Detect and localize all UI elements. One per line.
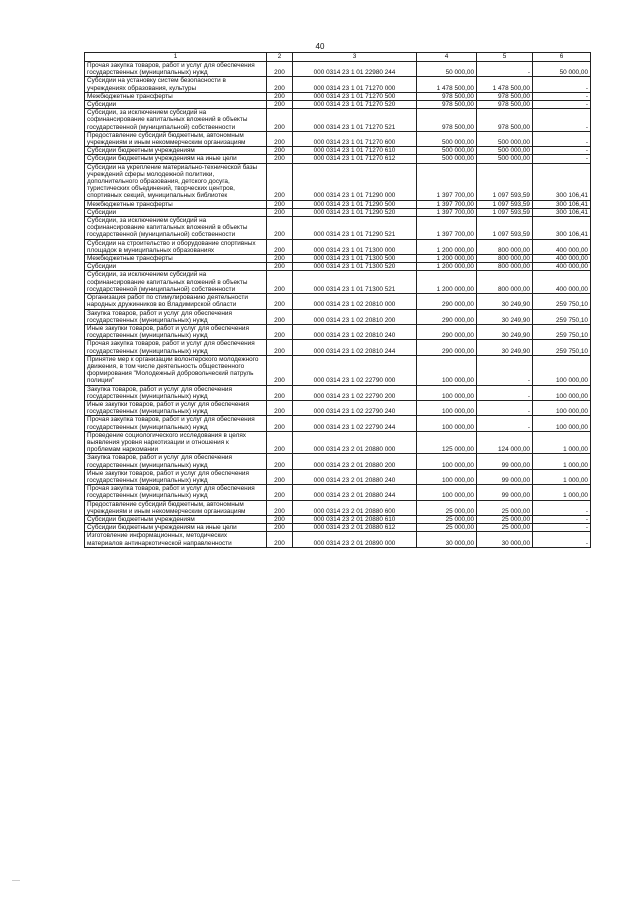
row-approved-amount-cell: 978 500,00	[417, 101, 477, 109]
row-budget-code-cell: 000 0314 23 1 01 71270 600	[293, 131, 417, 146]
row-budget-code-cell: 000 0314 23 1 02 20810 240	[293, 324, 417, 339]
row-approved-amount-cell: 100 000,00	[417, 469, 477, 484]
row-approved-amount-cell: 290 000,00	[417, 324, 477, 339]
row-name-cell: Прочая закупка товаров, работ и услуг для обеспечения государственных (муниципальных) нужд	[85, 485, 267, 500]
row-unexecuted-amount-cell: 1 000,00	[533, 469, 591, 484]
table-row	[85, 532, 591, 547]
row-approved-amount-cell: 290 000,00	[417, 294, 477, 309]
table-row	[85, 131, 591, 146]
row-name-cell: Иные закупки товаров, работ и услуг для обеспечения государственных (муниципальных) нужд	[85, 324, 267, 339]
row-unexecuted-amount-cell: -	[533, 77, 591, 92]
row-approved-amount-cell: 50 000,00	[417, 62, 477, 77]
row-admin-code-cell: 200	[267, 400, 293, 415]
row-executed-amount-cell: 1 097 593,59	[477, 163, 533, 200]
row-admin-code-cell: 200	[267, 454, 293, 469]
row-name-cell: Закупка товаров, работ и услуг для обеспечения государственных (муниципальных) нужд	[85, 454, 267, 469]
row-unexecuted-amount-cell: 259 750,10	[533, 340, 591, 355]
row-unexecuted-amount-cell: 100 000,00	[533, 355, 591, 385]
table-row	[85, 431, 591, 454]
row-admin-code-cell: 200	[267, 263, 293, 271]
row-approved-amount-cell: 978 500,00	[417, 109, 477, 132]
row-name-cell: Предоставление субсидий бюджетным, автономным учреждениям и иным некоммерческим организациям	[85, 500, 267, 515]
row-executed-amount-cell: 124 000,00	[477, 431, 533, 454]
row-admin-code-cell: 200	[267, 294, 293, 309]
row-unexecuted-amount-cell: 400 000,00	[533, 239, 591, 254]
row-approved-amount-cell: 25 000,00	[417, 515, 477, 523]
row-unexecuted-amount-cell: 259 750,10	[533, 324, 591, 339]
row-approved-amount-cell: 290 000,00	[417, 340, 477, 355]
row-name-cell: Иные закупки товаров, работ и услуг для обеспечения государственных (муниципальных) нужд	[85, 400, 267, 415]
row-admin-code-cell: 200	[267, 217, 293, 240]
row-executed-amount-cell: 1 097 593,59	[477, 217, 533, 240]
row-name-cell: Субсидии бюджетным учреждениям	[85, 515, 267, 523]
row-executed-amount-cell: 800 000,00	[477, 263, 533, 271]
row-executed-amount-cell: 25 000,00	[477, 500, 533, 515]
row-admin-code-cell: 200	[267, 271, 293, 294]
row-admin-code-cell: 200	[267, 340, 293, 355]
table-row	[85, 255, 591, 263]
row-budget-code-cell: 000 0314 23 2 01 20880 610	[293, 515, 417, 523]
row-executed-amount-cell: 25 000,00	[477, 524, 533, 532]
row-approved-amount-cell: 1 200 000,00	[417, 255, 477, 263]
table-row	[85, 77, 591, 92]
row-approved-amount-cell: 1 200 000,00	[417, 271, 477, 294]
table-header-row	[85, 53, 591, 62]
table-row	[85, 515, 591, 523]
row-budget-code-cell: 000 0314 23 1 02 20810 000	[293, 294, 417, 309]
row-approved-amount-cell: 30 000,00	[417, 532, 477, 547]
row-admin-code-cell: 200	[267, 485, 293, 500]
row-unexecuted-amount-cell: 400 000,00	[533, 263, 591, 271]
row-executed-amount-cell: 99 000,00	[477, 469, 533, 484]
row-unexecuted-amount-cell: 400 000,00	[533, 255, 591, 263]
row-name-cell: Субсидии	[85, 263, 267, 271]
row-unexecuted-amount-cell: -	[533, 524, 591, 532]
scan-margin-mark	[12, 880, 20, 881]
row-admin-code-cell: 200	[267, 385, 293, 400]
row-executed-amount-cell: 25 000,00	[477, 515, 533, 523]
row-name-cell: Субсидии	[85, 208, 267, 216]
row-approved-amount-cell: 500 000,00	[417, 155, 477, 163]
row-unexecuted-amount-cell: 1 000,00	[533, 431, 591, 454]
row-executed-amount-cell: 500 000,00	[477, 131, 533, 146]
row-name-cell: Предоставление субсидий бюджетным, автономным учреждениям и иным некоммерческим организациям	[85, 131, 267, 146]
row-admin-code-cell: 200	[267, 469, 293, 484]
row-unexecuted-amount-cell: 100 000,00	[533, 416, 591, 431]
row-unexecuted-amount-cell: 300 106,41	[533, 208, 591, 216]
row-name-cell: Субсидии на строительство и оборудование спортивных площадок в муниципальных образованиях	[85, 239, 267, 254]
row-budget-code-cell: 000 0314 23 1 01 71290 000	[293, 163, 417, 200]
table-row	[85, 500, 591, 515]
row-budget-code-cell: 000 0314 23 2 01 20880 200	[293, 454, 417, 469]
table-row	[85, 92, 591, 100]
row-approved-amount-cell: 100 000,00	[417, 454, 477, 469]
row-approved-amount-cell: 100 000,00	[417, 416, 477, 431]
row-executed-amount-cell: 500 000,00	[477, 155, 533, 163]
table-row	[85, 324, 591, 339]
row-executed-amount-cell: 99 000,00	[477, 454, 533, 469]
row-budget-code-cell: 000 0314 23 1 02 22790 200	[293, 385, 417, 400]
row-admin-code-cell: 200	[267, 309, 293, 324]
row-budget-code-cell: 000 0314 23 1 01 71270 610	[293, 147, 417, 155]
row-executed-amount-cell: 800 000,00	[477, 271, 533, 294]
row-name-cell: Субсидии бюджетным учреждениям на иные цели	[85, 524, 267, 532]
row-admin-code-cell: 200	[267, 431, 293, 454]
row-budget-code-cell: 000 0314 23 1 01 71300 000	[293, 239, 417, 254]
row-executed-amount-cell: -	[477, 62, 533, 77]
row-executed-amount-cell: -	[477, 416, 533, 431]
row-executed-amount-cell: 99 000,00	[477, 485, 533, 500]
row-budget-code-cell: 000 0314 23 2 01 20880 240	[293, 469, 417, 484]
row-approved-amount-cell: 1 200 000,00	[417, 263, 477, 271]
row-name-cell: Закупка товаров, работ и услуг для обеспечения государственных (муниципальных) нужд	[85, 385, 267, 400]
row-approved-amount-cell: 25 000,00	[417, 524, 477, 532]
row-name-cell: Субсидии на укрепление материально-технической базы учреждений сферы молодежной политики, дополнительного образования, детского досуга, туристических объединений, творческих центров, спортивных секций, муниципальных библиотек	[85, 163, 267, 200]
table-row	[85, 400, 591, 415]
row-executed-amount-cell: 978 500,00	[477, 92, 533, 100]
row-executed-amount-cell: 800 000,00	[477, 255, 533, 263]
row-name-cell: Субсидии	[85, 101, 267, 109]
table-row	[85, 485, 591, 500]
row-admin-code-cell: 200	[267, 239, 293, 254]
row-executed-amount-cell: 30 249,90	[477, 324, 533, 339]
table-row	[85, 109, 591, 132]
row-admin-code-cell: 200	[267, 255, 293, 263]
table-row	[85, 62, 591, 77]
row-budget-code-cell: 000 0314 23 1 02 22790 244	[293, 416, 417, 431]
table-row	[85, 309, 591, 324]
row-admin-code-cell: 200	[267, 208, 293, 216]
table-row	[85, 385, 591, 400]
row-budget-code-cell: 000 0314 23 1 01 22980 244	[293, 62, 417, 77]
row-budget-code-cell: 000 0314 23 1 02 22790 000	[293, 355, 417, 385]
row-unexecuted-amount-cell: 400 000,00	[533, 271, 591, 294]
row-executed-amount-cell: -	[477, 400, 533, 415]
row-name-cell: Организация работ по стимулированию деятельности народных дружинников во Владимирской области	[85, 294, 267, 309]
row-executed-amount-cell: -	[477, 385, 533, 400]
row-name-cell: Межбюджетные трансферты	[85, 92, 267, 100]
row-name-cell: Субсидии, за исключением субсидий на софинансирование капитальных вложений в объекты государственной (муниципальной) собственности	[85, 271, 267, 294]
row-name-cell: Субсидии на установку систем безопасности в учреждениях образования, культуры	[85, 77, 267, 92]
row-name-cell: Изготовление информационных, методических материалов антинаркотической направленности	[85, 532, 267, 547]
row-admin-code-cell: 200	[267, 163, 293, 200]
table-row	[85, 524, 591, 532]
row-unexecuted-amount-cell: -	[533, 500, 591, 515]
row-name-cell: Иные закупки товаров, работ и услуг для обеспечения государственных (муниципальных) нужд	[85, 469, 267, 484]
row-budget-code-cell: 000 0314 23 2 01 20880 612	[293, 524, 417, 532]
row-unexecuted-amount-cell: 300 106,41	[533, 200, 591, 208]
row-approved-amount-cell: 1 397 700,00	[417, 217, 477, 240]
row-approved-amount-cell: 1 397 700,00	[417, 200, 477, 208]
row-executed-amount-cell: 30 249,90	[477, 340, 533, 355]
row-unexecuted-amount-cell: 50 000,00	[533, 62, 591, 77]
table-row	[85, 200, 591, 208]
row-budget-code-cell: 000 0314 23 1 02 22790 240	[293, 400, 417, 415]
row-approved-amount-cell: 290 000,00	[417, 309, 477, 324]
row-budget-code-cell: 000 0314 23 1 01 71300 521	[293, 271, 417, 294]
row-name-cell: Проведение социологического исследования в целях выявления уровня наркотизации и отношения к проблемам наркомании	[85, 431, 267, 454]
table-row	[85, 355, 591, 385]
row-executed-amount-cell: 30 249,90	[477, 294, 533, 309]
row-budget-code-cell: 000 0314 23 1 02 20810 200	[293, 309, 417, 324]
row-name-cell: Принятие мер к организации волонтерского молодежного движения, в том числе деятельность общественного формирования "Молодежный добровольческий патруль полиции"	[85, 355, 267, 385]
row-name-cell: Закупка товаров, работ и услуг для обеспечения государственных (муниципальных) нужд	[85, 309, 267, 324]
table-row	[85, 155, 591, 163]
table-row	[85, 294, 591, 309]
row-approved-amount-cell: 1 397 700,00	[417, 208, 477, 216]
row-admin-code-cell: 200	[267, 77, 293, 92]
row-name-cell: Прочая закупка товаров, работ и услуг для обеспечения государственных (муниципальных) нужд	[85, 62, 267, 77]
row-executed-amount-cell: 30 249,90	[477, 309, 533, 324]
row-approved-amount-cell: 100 000,00	[417, 385, 477, 400]
row-name-cell: Субсидии бюджетным учреждениям	[85, 147, 267, 155]
row-name-cell: Субсидии бюджетным учреждениям на иные цели	[85, 155, 267, 163]
row-admin-code-cell: 200	[267, 92, 293, 100]
row-unexecuted-amount-cell: -	[533, 101, 591, 109]
row-approved-amount-cell: 978 500,00	[417, 92, 477, 100]
row-unexecuted-amount-cell: 300 106,41	[533, 217, 591, 240]
row-budget-code-cell: 000 0314 23 2 01 20880 600	[293, 500, 417, 515]
row-admin-code-cell: 200	[267, 416, 293, 431]
row-executed-amount-cell: 978 500,00	[477, 109, 533, 132]
row-admin-code-cell: 200	[267, 515, 293, 523]
row-executed-amount-cell: 1 097 593,59	[477, 208, 533, 216]
row-budget-code-cell: 000 0314 23 1 01 71270 500	[293, 92, 417, 100]
table-row	[85, 147, 591, 155]
row-admin-code-cell: 200	[267, 62, 293, 77]
row-unexecuted-amount-cell: 1 000,00	[533, 454, 591, 469]
row-executed-amount-cell: 1 097 593,59	[477, 200, 533, 208]
row-budget-code-cell: 000 0314 23 1 01 71270 520	[293, 101, 417, 109]
row-executed-amount-cell: 1 478 500,00	[477, 77, 533, 92]
table-row	[85, 340, 591, 355]
row-approved-amount-cell: 500 000,00	[417, 131, 477, 146]
row-name-cell: Прочая закупка товаров, работ и услуг для обеспечения государственных (муниципальных) нужд	[85, 340, 267, 355]
row-name-cell: Субсидии, за исключением субсидий на софинансирование капитальных вложений в объекты государственной (муниципальной) собственности	[85, 217, 267, 240]
row-executed-amount-cell: 978 500,00	[477, 101, 533, 109]
row-unexecuted-amount-cell: 300 106,41	[533, 163, 591, 200]
table-row	[85, 101, 591, 109]
row-budget-code-cell: 000 0314 23 2 01 20880 000	[293, 431, 417, 454]
row-approved-amount-cell: 25 000,00	[417, 500, 477, 515]
budget-execution-table	[84, 52, 591, 548]
table-body	[85, 62, 591, 548]
row-budget-code-cell: 000 0314 23 1 01 71290 520	[293, 208, 417, 216]
row-admin-code-cell: 200	[267, 131, 293, 146]
row-budget-code-cell: 000 0314 23 1 01 71270 000	[293, 77, 417, 92]
row-approved-amount-cell: 100 000,00	[417, 355, 477, 385]
row-unexecuted-amount-cell: -	[533, 147, 591, 155]
row-budget-code-cell: 000 0314 23 1 01 71270 521	[293, 109, 417, 132]
row-admin-code-cell: 200	[267, 200, 293, 208]
column-header-6: 6	[533, 53, 591, 62]
row-approved-amount-cell: 500 000,00	[417, 147, 477, 155]
row-approved-amount-cell: 1 200 000,00	[417, 239, 477, 254]
row-unexecuted-amount-cell: -	[533, 92, 591, 100]
page-number: 40	[315, 42, 325, 51]
column-header-3: 3	[293, 53, 417, 62]
row-approved-amount-cell: 125 000,00	[417, 431, 477, 454]
row-budget-code-cell: 000 0314 23 1 01 71300 500	[293, 255, 417, 263]
row-name-cell: Межбюджетные трансферты	[85, 200, 267, 208]
row-unexecuted-amount-cell: 100 000,00	[533, 400, 591, 415]
row-approved-amount-cell: 100 000,00	[417, 485, 477, 500]
row-admin-code-cell: 200	[267, 524, 293, 532]
table-row	[85, 217, 591, 240]
row-executed-amount-cell: -	[477, 355, 533, 385]
row-unexecuted-amount-cell: -	[533, 532, 591, 547]
row-budget-code-cell: 000 0314 23 1 01 71290 521	[293, 217, 417, 240]
row-executed-amount-cell: 30 000,00	[477, 532, 533, 547]
row-admin-code-cell: 200	[267, 324, 293, 339]
table-row	[85, 239, 591, 254]
table-row	[85, 454, 591, 469]
row-approved-amount-cell: 100 000,00	[417, 400, 477, 415]
row-admin-code-cell: 200	[267, 155, 293, 163]
row-admin-code-cell: 200	[267, 355, 293, 385]
column-header-1: 1	[85, 53, 267, 62]
row-unexecuted-amount-cell: -	[533, 155, 591, 163]
table-row	[85, 271, 591, 294]
row-unexecuted-amount-cell: 1 000,00	[533, 485, 591, 500]
row-name-cell: Межбюджетные трансферты	[85, 255, 267, 263]
row-unexecuted-amount-cell: 259 750,10	[533, 294, 591, 309]
table-row	[85, 208, 591, 216]
row-name-cell: Прочая закупка товаров, работ и услуг для обеспечения государственных (муниципальных) нужд	[85, 416, 267, 431]
column-header-2: 2	[267, 53, 293, 62]
row-approved-amount-cell: 1 397 700,00	[417, 163, 477, 200]
row-name-cell: Субсидии, за исключением субсидий на софинансирование капитальных вложений в объекты государственной (муниципальной) собственности	[85, 109, 267, 132]
table-row	[85, 416, 591, 431]
row-admin-code-cell: 200	[267, 500, 293, 515]
row-unexecuted-amount-cell: -	[533, 109, 591, 132]
table-row	[85, 263, 591, 271]
row-budget-code-cell: 000 0314 23 2 01 20880 244	[293, 485, 417, 500]
row-admin-code-cell: 200	[267, 532, 293, 547]
row-admin-code-cell: 200	[267, 147, 293, 155]
row-unexecuted-amount-cell: -	[533, 515, 591, 523]
row-approved-amount-cell: 1 478 500,00	[417, 77, 477, 92]
row-executed-amount-cell: 800 000,00	[477, 239, 533, 254]
row-budget-code-cell: 000 0314 23 1 01 71270 612	[293, 155, 417, 163]
column-header-4: 4	[417, 53, 477, 62]
row-executed-amount-cell: 500 000,00	[477, 147, 533, 155]
table-row	[85, 163, 591, 200]
row-admin-code-cell: 200	[267, 109, 293, 132]
row-budget-code-cell: 000 0314 23 1 02 20810 244	[293, 340, 417, 355]
table-row	[85, 469, 591, 484]
row-unexecuted-amount-cell: -	[533, 131, 591, 146]
row-budget-code-cell: 000 0314 23 2 01 20890 000	[293, 532, 417, 547]
row-admin-code-cell: 200	[267, 101, 293, 109]
row-budget-code-cell: 000 0314 23 1 01 71290 500	[293, 200, 417, 208]
row-unexecuted-amount-cell: 259 750,10	[533, 309, 591, 324]
column-header-5: 5	[477, 53, 533, 62]
row-budget-code-cell: 000 0314 23 1 01 71300 520	[293, 263, 417, 271]
row-unexecuted-amount-cell: 100 000,00	[533, 385, 591, 400]
